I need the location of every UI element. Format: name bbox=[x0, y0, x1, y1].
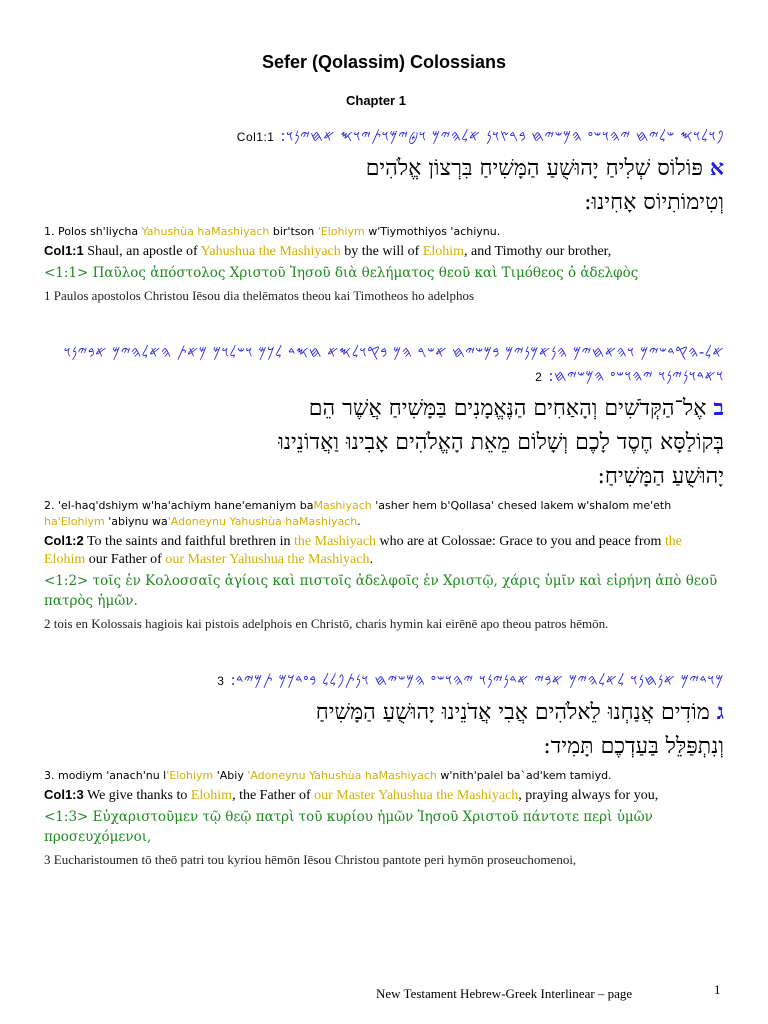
hebrew-line bbox=[44, 730, 724, 764]
translit-run: 'asher hem b'Qollasa' chesed lakem w'shalom me'eth bbox=[371, 499, 672, 512]
translit-run: . bbox=[357, 515, 361, 528]
hebrew-transliteration bbox=[44, 224, 724, 240]
translit-run: 2. 'el-haq'dshiym w'ha'achiym hane'emaniym ba bbox=[44, 499, 314, 512]
english-highlight: Elohim bbox=[422, 244, 465, 259]
hebrew-line bbox=[44, 426, 724, 460]
hebrew-line bbox=[44, 391, 724, 426]
english-run: , and Timothy our brother, bbox=[464, 244, 612, 259]
greek-transliteration: 2 tois en Kolossais hagiois kai pistois adelphois en Christō, charis hymin kai eirēnē apo theou patros hēmōn. bbox=[44, 616, 609, 631]
english-run: , the Father of bbox=[232, 788, 315, 803]
translit-run: 3. modiym 'anach'nu l bbox=[44, 769, 167, 782]
hebrew-line bbox=[44, 460, 724, 494]
hebrew-line-text: מוֹדִים אֲנַחְנוּ לֵאלֹהִים אֲבִי אֲדֹנֵינוּ יָהוּשֻׁעַ הַמָּשִׁיחַ bbox=[315, 700, 717, 725]
translit-highlight: 'Adoneynu Yahushùa haMashiyach bbox=[167, 515, 358, 528]
translit-run: 'abiynu wa bbox=[104, 515, 168, 528]
page-number: 1 bbox=[714, 982, 721, 997]
hebrew-line bbox=[44, 151, 724, 186]
footer-text: New Testament Hebrew-Greek Interlinear – page bbox=[376, 986, 633, 1001]
translit-run: bir'tson bbox=[269, 225, 318, 238]
hebrew-line bbox=[44, 186, 724, 220]
paleo-hebrew-line bbox=[44, 340, 724, 389]
english-run: by the will of bbox=[340, 244, 423, 259]
english-run: who are at Colossae: Grace to you and peace from bbox=[376, 534, 665, 549]
hebrew-line-text: וְנִתְפַּלֵּל בַּעַדְכֶם תָּמִיד: bbox=[543, 734, 724, 759]
paleo-hebrew-line bbox=[44, 668, 724, 693]
hebrew-text bbox=[44, 695, 724, 764]
english-highlight: the Elohim bbox=[44, 534, 682, 567]
hebrew-line-text: וְטִימוֹתִיוֹס אָחִינוּ: bbox=[584, 190, 724, 215]
translit-run: w'Tiymothiyos 'achiynu. bbox=[364, 225, 501, 238]
translit-highlight: 'Adoneynu Yahushùa haMashiyach bbox=[247, 769, 437, 782]
verse-letter: ג bbox=[716, 699, 724, 725]
paleo-hebrew-line bbox=[44, 124, 724, 149]
paleo-hebrew-text: 𐤐𐤅𐤋𐤅𐤎 𐤔𐤋𐤉𐤇 𐤉𐤄𐤅𐤔𐤏 𐤄𐤌𐤔𐤉𐤇 𐤁𐤓𐤑𐤅𐤍 𐤀𐤋𐤄𐤉𐤌 𐤅𐤈𐤉𐤌𐤅𐤕𐤉𐤅𐤎 𐤀𐤇𐤉𐤍𐤅: bbox=[280, 127, 724, 145]
hebrew-transliteration bbox=[44, 768, 724, 784]
translit-run: w'nith'palel ba`ad'kem tamiyd. bbox=[436, 769, 612, 782]
english-run: Shaul, an apostle of bbox=[83, 244, 201, 259]
translit-highlight: Yahushùa haMashiyach bbox=[141, 225, 270, 238]
paleo-hebrew-text: 𐤀𐤋-𐤄𐤒𐤃𐤔𐤉𐤌 𐤅𐤄𐤀𐤇𐤉𐤌 𐤄𐤍𐤀𐤌𐤍𐤉𐤌 𐤁𐤌𐤔𐤉𐤇 𐤀𐤔𐤓 𐤄𐤌 𐤁𐤒𐤅𐤋𐤎𐤀 𐤇𐤎𐤃 𐤋𐤊𐤌 𐤅𐤔𐤋𐤅𐤌 𐤌𐤀𐤕 𐤄𐤀𐤋𐤄𐤉𐤌 𐤀𐤁𐤉𐤍𐤅 𐤅𐤀𐤃𐤅𐤍𐤉𐤍𐤅 𐤉𐤄𐤅𐤔𐤏 𐤄𐤌𐤔𐤉𐤇: bbox=[63, 343, 724, 385]
translit-highlight: 'Elohiym bbox=[166, 769, 214, 782]
paleo-hebrew-text: 𐤌𐤅𐤃𐤉𐤌 𐤀𐤍𐤇𐤍𐤅 𐤋𐤀𐤋𐤄𐤉𐤌 𐤀𐤁𐤉 𐤀𐤃𐤍𐤉𐤍𐤅 𐤉𐤄𐤅𐤔𐤏 𐤄𐤌𐤔𐤉𐤇 𐤅𐤍𐤕𐤐𐤋𐤋 𐤁𐤏𐤃𐤊𐤌 𐤕𐤌𐤉𐤃: bbox=[230, 671, 724, 689]
translit-highlight: ha'Elohiym bbox=[44, 515, 105, 528]
verse-letter: א bbox=[709, 155, 724, 181]
translit-highlight: 'Elohiym bbox=[317, 225, 365, 238]
hebrew-line-text: יָהוּשֻׁעַ הַמָּשִׁיחַ: bbox=[597, 464, 724, 489]
english-highlight: our Master Yahushua the Mashiyach bbox=[314, 788, 519, 803]
english-highlight: Elohim bbox=[190, 788, 233, 803]
english-translation bbox=[44, 786, 724, 805]
verse-reference: Col1:1 bbox=[236, 130, 275, 144]
english-highlight: Yahushua the Mashiyach bbox=[200, 244, 341, 259]
verse-block-3 bbox=[44, 668, 724, 869]
hebrew-line-text: פּוֹלוֹס שְׁלִיחַ יָהוּשֻׁעַ הַמָּשִׁיחַ בִּרְצוֹן אֱלֹהִים bbox=[365, 156, 710, 181]
english-highlight: the Mashiyach bbox=[294, 534, 377, 549]
english-verse-label: Col1:2 bbox=[44, 533, 84, 548]
greek-text: <1:3> Εὐχαριστοῦμεν τῷ θεῷ πατρὶ τοῦ κυρίου ἡμῶν Ἰησοῦ Χριστοῦ πάντοτε περὶ ὑμῶν προσευχόμενοι, bbox=[44, 809, 653, 845]
page-title: Sefer (Qolassim) Colossians bbox=[261, 52, 507, 72]
hebrew-line bbox=[44, 695, 724, 730]
greek-transliteration: 1 Paulos apostolos Christou Iēsou dia thelēmatos theou kai Timotheos ho adelphos bbox=[44, 288, 475, 303]
english-run: We give thanks to bbox=[83, 788, 191, 803]
verse-letter: ב bbox=[713, 395, 724, 421]
hebrew-line-text: בְּקוֹלַסָּא חֶסֶד לָכֶם וְשָׁלוֹם מֵאֵת הָאֱלֹהִים אָבִינוּ וַאֲדוֹנֵינוּ bbox=[278, 430, 724, 455]
english-translation bbox=[44, 532, 724, 569]
english-run: our Father of bbox=[85, 552, 166, 567]
verse-block-2 bbox=[44, 340, 724, 633]
greek-text: <1:1> Παῦλος ἀπόστολος Χριστοῦ Ἰησοῦ διὰ θελήματος θεοῦ καὶ Τιμόθεος ὁ ἀδελφὸς bbox=[44, 265, 639, 281]
english-verse-label: Col1:1 bbox=[44, 243, 84, 258]
hebrew-line-text: אֶל־הַקְּדֹשִׁים וְהָאַחִים הַנֶּאֱמָנִים בַּמָּשִׁיחַ אֲשֶׁר הֵם bbox=[308, 396, 714, 421]
english-run: , praying always for you, bbox=[518, 788, 659, 803]
greek-text: <1:2> τοῖς ἐν Κολοσσαῖς ἁγίοις καὶ πιστοῖς ἀδελφοῖς ἐν Χριστῷ, χάρις ὑμῖν καὶ εἰρήνη ἀπὸ θεοῦ πατρὸς ἡμῶν. bbox=[44, 573, 718, 609]
english-run: . bbox=[369, 552, 373, 567]
hebrew-text bbox=[44, 151, 724, 220]
chapter-heading: Chapter 1 bbox=[346, 93, 406, 108]
hebrew-transliteration bbox=[44, 498, 724, 530]
english-verse-label: Col1:3 bbox=[44, 787, 84, 802]
translit-run: 'Abiy bbox=[213, 769, 248, 782]
verse-reference: 2 bbox=[535, 370, 543, 384]
translit-run: 1. Polos sh'liycha bbox=[44, 225, 142, 238]
english-highlight: our Master Yahushua the Mashiyach bbox=[165, 552, 370, 567]
english-translation bbox=[44, 242, 724, 261]
verse-reference: 3 bbox=[217, 674, 225, 688]
hebrew-text bbox=[44, 391, 724, 494]
translit-highlight: Mashiyach bbox=[313, 499, 372, 512]
english-run: To the saints and faithful brethren in bbox=[83, 534, 295, 549]
verse-block-1 bbox=[44, 124, 724, 305]
greek-transliteration: 3 Eucharistoumen tō theō patri tou kyriou hēmōn Iēsou Christou pantote peri hymōn proseuchomenoi, bbox=[44, 852, 577, 867]
